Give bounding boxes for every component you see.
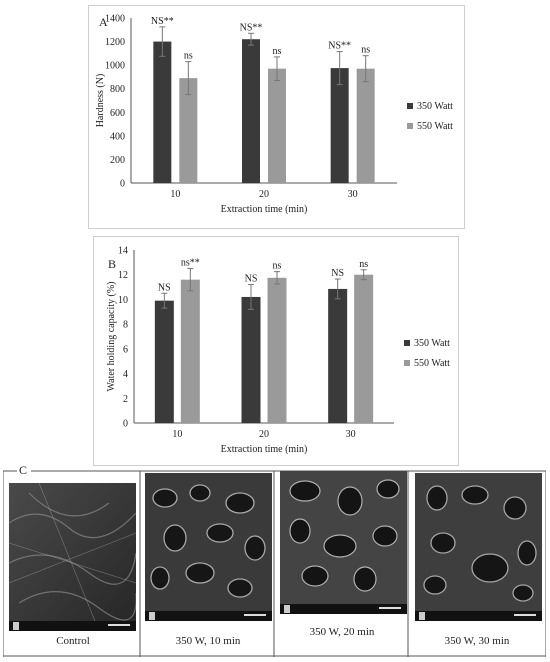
y-tick-label: 14: [118, 245, 128, 257]
hardness-chart: [89, 6, 464, 228]
y-axis-title: Hardness (N): [95, 73, 106, 128]
sem-info-bar: [415, 611, 542, 621]
x-tick-label: 20: [259, 429, 269, 440]
y-tick-label: 10: [118, 294, 128, 306]
sem-caption-30min: 350 W, 30 min: [444, 635, 510, 647]
y-tick-label: 0: [123, 418, 128, 430]
bar: [155, 301, 174, 423]
y-tick-label: 6: [123, 344, 128, 356]
sem-image-20min: [280, 471, 407, 614]
x-axis-title: Extraction time (min): [220, 204, 308, 215]
sem-image-control: [9, 483, 136, 631]
bar: [354, 275, 373, 423]
significance-label: NS: [157, 282, 171, 294]
x-tick-label: 30: [347, 189, 358, 200]
y-axis-title: Water holding capacity (%): [106, 281, 117, 392]
x-tick-label: 20: [259, 189, 269, 200]
bar: [268, 278, 287, 423]
x-tick-label: 30: [345, 429, 356, 440]
sem-caption-control: Control: [56, 635, 90, 647]
significance-label: ns: [359, 258, 369, 270]
legend-swatch: [404, 360, 410, 366]
legend-swatch: [407, 123, 413, 129]
legend-label: 350 Watt: [417, 101, 453, 112]
y-tick-label: 8: [123, 319, 128, 331]
bar: [268, 69, 286, 183]
sem-caption-10min: 350 W, 10 min: [175, 635, 241, 647]
significance-label: NS**: [328, 40, 352, 52]
legend-label: 550 Watt: [414, 358, 450, 369]
x-tick-label: 10: [170, 189, 181, 200]
bar: [328, 289, 347, 423]
y-tick-label: 600: [110, 107, 125, 119]
y-tick-label: 0: [120, 178, 125, 190]
significance-label: NS: [331, 268, 345, 280]
x-tick-label: 10: [172, 429, 183, 440]
sem-texture: [145, 473, 272, 621]
sem-panel-c: [3, 461, 546, 657]
significance-label: ns**: [180, 257, 200, 269]
significance-label: NS: [244, 273, 258, 285]
sem-image-10min: [145, 473, 272, 621]
significance-label: NS**: [239, 22, 263, 34]
y-tick-label: 4: [123, 369, 128, 381]
sem-image-30min: [415, 473, 542, 621]
bar: [242, 297, 261, 423]
sem-info-bar: [280, 604, 407, 614]
y-tick-label: 2: [123, 393, 128, 405]
significance-label: ns: [272, 45, 282, 57]
y-tick-label: 12: [118, 270, 128, 282]
panel-label: B: [108, 257, 117, 271]
x-axis-title: Extraction time (min): [220, 444, 308, 455]
bar: [331, 68, 349, 183]
legend-swatch: [407, 103, 413, 109]
y-tick-label: 800: [110, 84, 125, 96]
y-tick-label: 200: [110, 154, 125, 166]
bar: [242, 39, 260, 183]
significance-label: ns: [361, 44, 371, 56]
bar: [153, 42, 171, 183]
y-tick-label: 400: [110, 131, 125, 143]
panel-label: A: [99, 15, 108, 29]
sem-info-bar: [145, 611, 272, 621]
significance-label: NS**: [150, 15, 174, 27]
bar: [181, 280, 200, 423]
significance-label: ns: [183, 50, 193, 62]
y-tick-label: 1000: [105, 60, 125, 72]
legend-label: 350 Watt: [414, 338, 450, 349]
chart-panel-b: [93, 236, 459, 466]
water-holding-chart: [94, 237, 458, 465]
y-tick-label: 1400: [105, 13, 125, 25]
sem-texture: [415, 473, 542, 621]
significance-label: ns: [272, 260, 282, 272]
sem-caption-20min: 350 W, 20 min: [309, 626, 375, 638]
sem-info-bar: [9, 621, 136, 631]
bar: [357, 69, 375, 183]
legend-swatch: [404, 340, 410, 346]
sem-texture: [9, 483, 136, 631]
panel-c-label: C: [19, 463, 28, 477]
chart-panel-a: [88, 5, 465, 229]
sem-texture: [280, 471, 407, 614]
y-tick-label: 1200: [105, 37, 125, 49]
legend-label: 550 Watt: [417, 121, 453, 132]
